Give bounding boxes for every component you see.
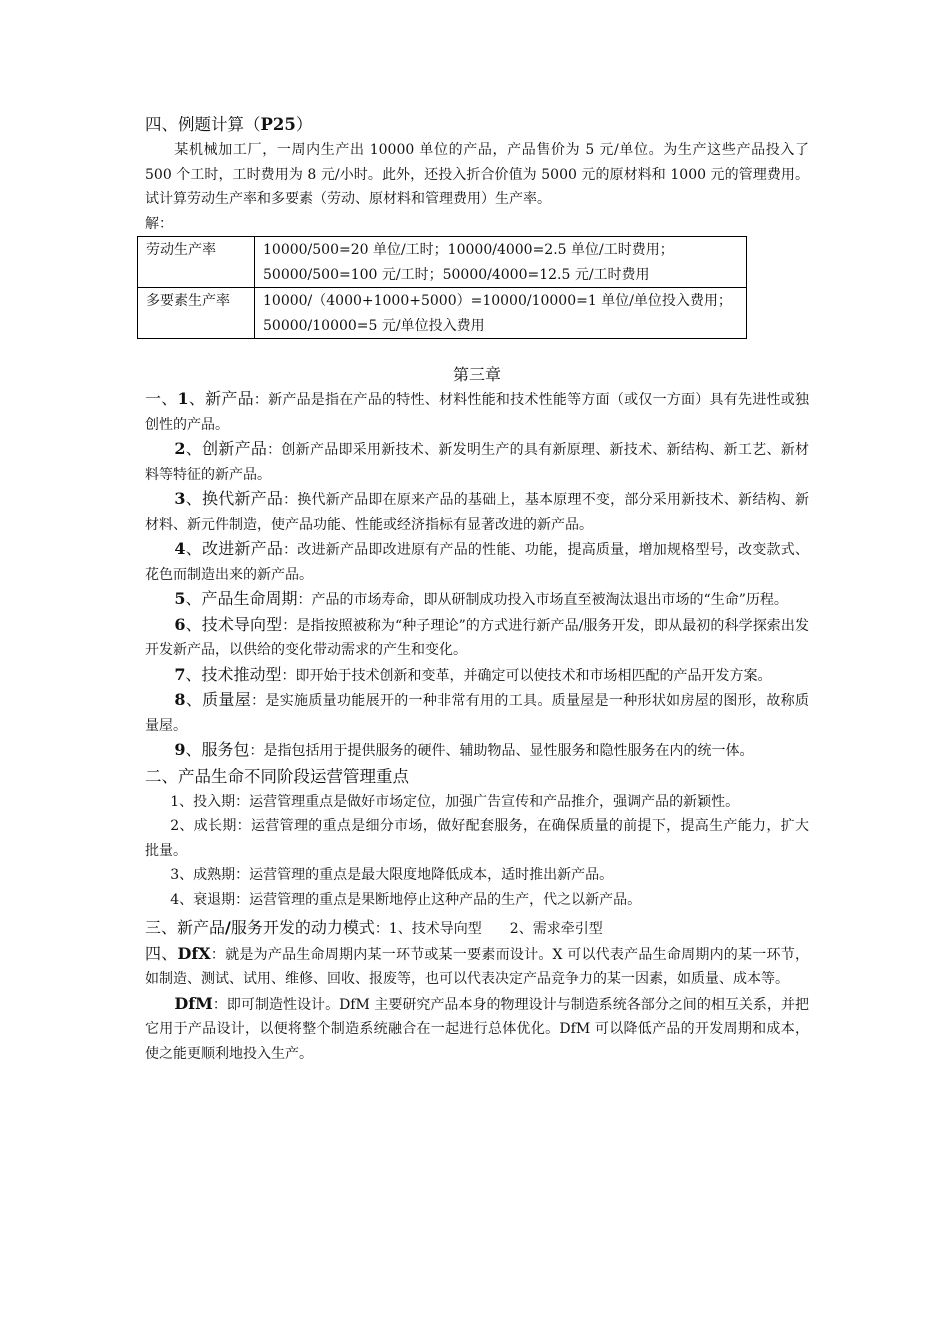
example-heading: 四、例题计算（P25） xyxy=(145,115,313,134)
chapter-title: 第三章 xyxy=(452,365,501,384)
definition-item: 2、创新产品：创新产品即采用新技术、新发明生产的具有新原理、新技术、新结构、新工艺、新材料等特征的新产品。 xyxy=(145,439,809,483)
dfm-paragraph: DfM：即可制造性设计。DfM 主要研究产品本身的物理设计与制造系统各部分之间的相互关系，并把它用于产品设计，以便将整个制造系统融合在一起进行总体优化。DfM 可以降低产品的开发周期和成本，使之能更顺利地投入生产。 xyxy=(145,993,809,1062)
list-item: 2、成长期：运营管理的重点是细分市场，做好配套服务，在确保质量的前提下，提高生产能力，扩大批量。 xyxy=(145,818,809,859)
definition-item: 8、质量屋：是实施质量功能展开的一种非常有用的工具。质量屋是一种形状如房屋的图形，故称质量屋。 xyxy=(145,690,809,734)
list-item: 3、成熟期：运营管理的重点是最大限度地降低成本，适时推出新产品。 xyxy=(170,867,614,883)
table-cell-label: 多要素生产率 xyxy=(138,288,255,339)
table-cell-label: 劳动生产率 xyxy=(138,237,255,288)
list-item: 4、衰退期：运营管理的重点是果断地停止这种产品的生产，代之以新产品。 xyxy=(170,891,642,908)
productivity-table xyxy=(137,236,747,339)
dfx-paragraph: 四、DfX：就是为产品生命周期内某一环节或某一要素而设计。X 可以代表产品生命周期内的某一环节，如制造、测试、试用、维修、回收、报废等，也可以代表决定产品竞争力的某一因素，如质量、成本等。 xyxy=(145,943,809,987)
table-row xyxy=(138,288,747,339)
list-item: 1、投入期：运营管理重点是做好市场定位，加强广告宣传和产品推介，强调产品的新颖性。 xyxy=(170,793,740,810)
definition-item: 4、改进新产品：改进新产品即改进原有产品的性能、功能，提高质量，增加规格型号，改变款式、花色而制造出来的新产品。 xyxy=(145,539,809,583)
answer-label: 解： xyxy=(145,215,173,232)
definition-item: 3、换代新产品：换代新产品即在原来产品的基础上，基本原理不变，部分采用新技术、新结构、新材料、新元件制造，使产品功能、性能或经济指标有显著改进的新产品。 xyxy=(145,489,809,533)
table-cell-value: 10000/（4000+1000+5000）=10000/10000=1 单位/单位投入费用； 50000/10000=5 元/单位投入费用 xyxy=(255,288,747,339)
definition-item: 9、服务包：是指包括用于提供服务的硬件、辅助物品、显性服务和隐性服务在内的统一体。 xyxy=(174,740,754,759)
table-cell-value: 10000/500=20 单位/工时；10000/4000=2.5 单位/工时费用； 50000/500=100 元/工时；50000/4000=12.5 元/工时费用 xyxy=(255,237,747,288)
definition-item: 一、1、新产品：新产品是指在产品的特性、材料性能和技术性能等方面（或仅一方面）具有先进性或独创性的产品。 xyxy=(145,389,809,433)
example-problem: 某机械加工厂，一周内生产出 10000 单位的产品，产品售价为 5 元/单位。为生产这些产品投入了 500 个工时，工时费用为 8 元/小时。此外，还投入折合价值为 5000 元的原材料和 1000 元的管理费用。试计算劳动生产率和多要素（劳动、原材料和管理费用）生产率。 xyxy=(145,142,809,207)
definition-item: 5、产品生命周期：产品的市场寿命，即从研制成功投入市场直至被淘汰退出市场的“生命”历程。 xyxy=(174,589,788,608)
definition-item: 6、技术导向型：是指按照被称为“种子理论”的方式进行新产品/服务开发，即从最初的科学探索出发开发新产品，以供给的变化带动需求的产生和变化。 xyxy=(145,614,809,658)
definition-item: 7、技术推动型：即开始于技术创新和变革，并确定可以使技术和市场相匹配的产品开发方案。 xyxy=(174,664,772,684)
section-heading: 三、新产品/服务开发的动力模式：1、技术导向型 2、需求牵引型 xyxy=(145,918,603,937)
page-content xyxy=(145,112,809,1066)
section-heading: 二、产品生命不同阶段运营管理重点 xyxy=(145,766,409,786)
table-row xyxy=(138,237,747,288)
